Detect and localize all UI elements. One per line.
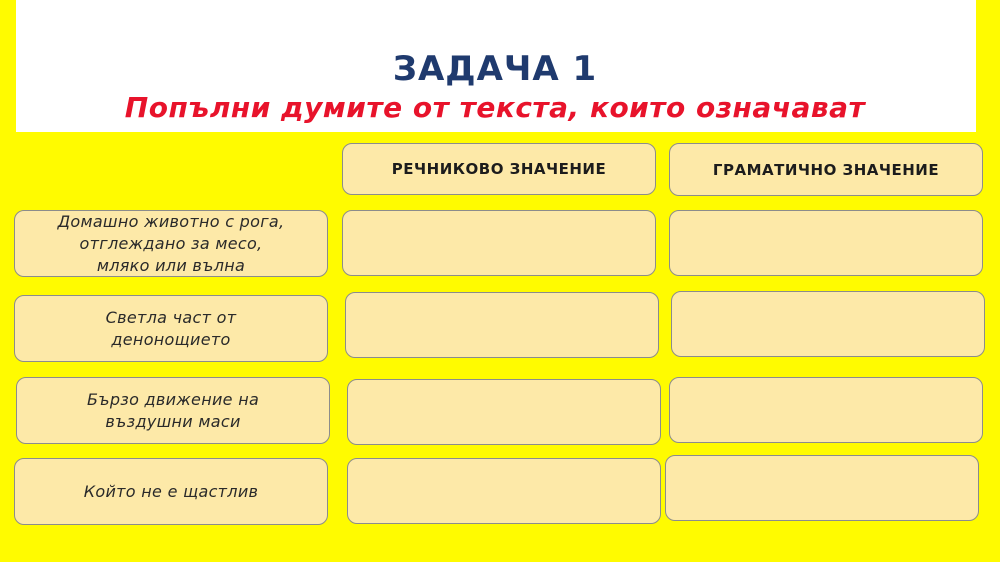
- task-title: ЗАДАЧА 1: [392, 49, 598, 89]
- lexical-answer-slot-2[interactable]: [345, 292, 659, 358]
- lexical-answer-slot-4[interactable]: [347, 458, 661, 524]
- column-header-lexical-meaning: РЕЧНИКОВО ЗНАЧЕНИЕ: [342, 143, 656, 195]
- clue-card-1: Домашно животно с рога, отглеждано за месо, мляко или вълна: [14, 210, 328, 277]
- clue-card-4: Който не е щастлив: [14, 458, 328, 525]
- grammatical-answer-slot-2[interactable]: [671, 291, 985, 357]
- grammatical-answer-slot-3[interactable]: [669, 377, 983, 443]
- grammatical-answer-slot-1[interactable]: [669, 210, 983, 276]
- grammatical-answer-slot-4[interactable]: [665, 455, 979, 521]
- column-header-grammatical-meaning: ГРАМАТИЧНО ЗНАЧЕНИЕ: [669, 143, 983, 196]
- task-instruction: Попълни думите от текста, които означават: [124, 91, 866, 124]
- clue-card-2: Светла част от денонощието: [14, 295, 328, 362]
- lexical-answer-slot-1[interactable]: [342, 210, 656, 276]
- lexical-answer-slot-3[interactable]: [347, 379, 661, 445]
- clue-card-3: Бързо движение на въздушни маси: [16, 377, 330, 444]
